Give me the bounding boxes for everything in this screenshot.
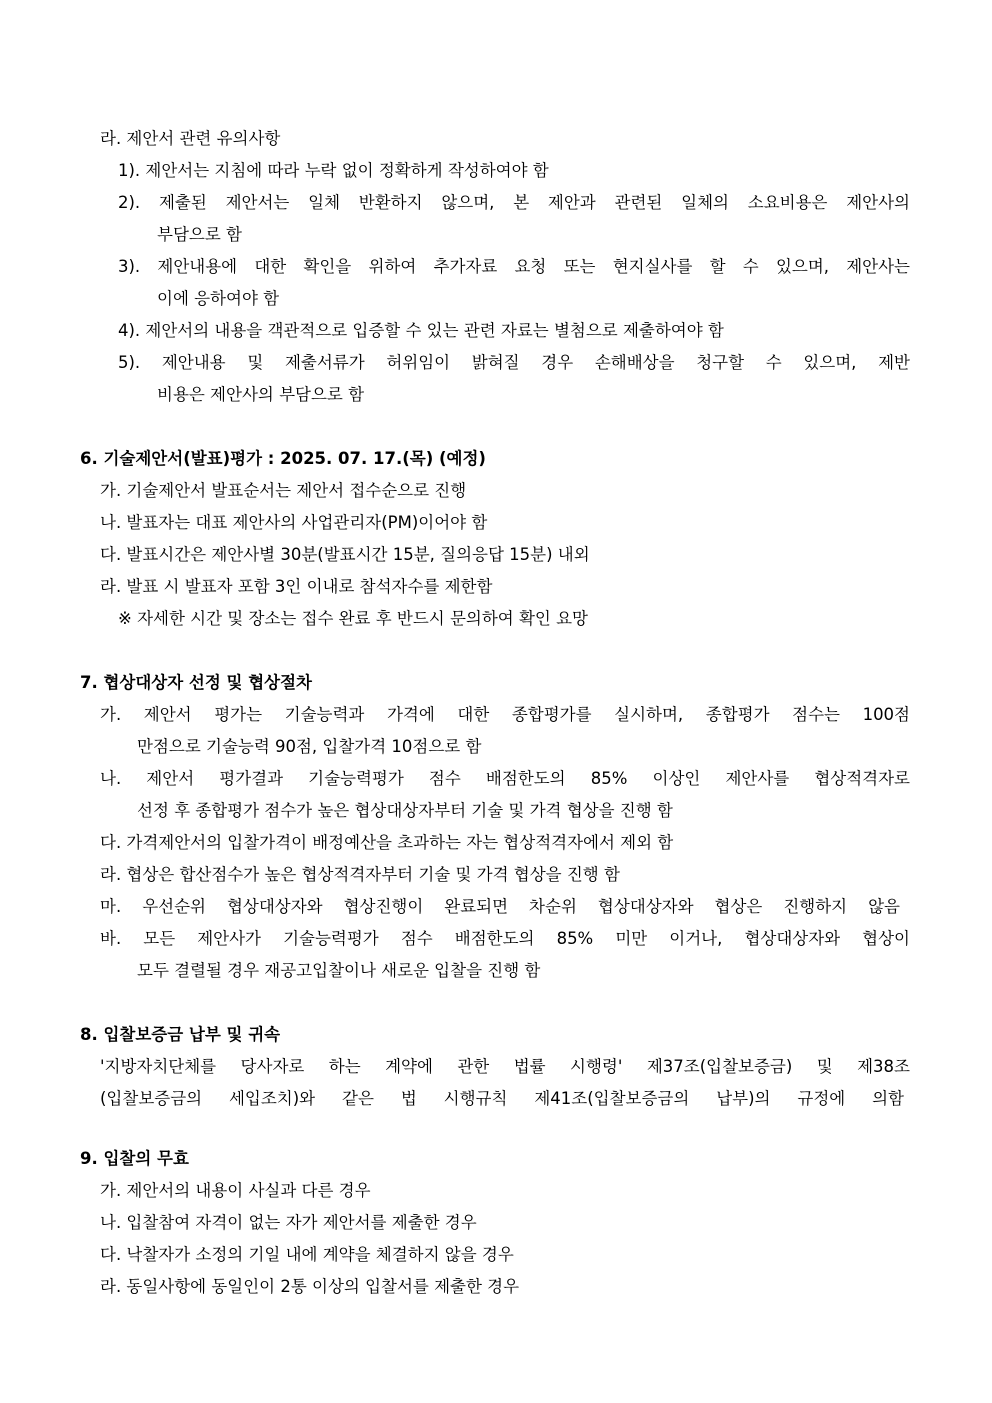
list-item: 5). 제안내용 및 제출서류가 허위임이 밝혀질 경우 손해배상을 청구할 수 있으며, 제반 — [118, 353, 910, 372]
list-item: 가. 기술제안서 발표순서는 제안서 접수순으로 진행 — [100, 481, 467, 500]
section-6-note: ※ 자세한 시간 및 장소는 접수 완료 후 반드시 문의하여 확인 요망 — [118, 609, 588, 628]
section-6-heading: 6. 기술제안서(발표)평가 : 2025. 07. 17.(목) (예정) — [80, 449, 486, 468]
list-item: 라. 발표 시 발표자 포함 3인 이내로 참석자수를 제한함 — [100, 577, 493, 596]
list-item-continuation: 만점으로 기술능력 90점, 입찰가격 10점으로 함 — [137, 737, 482, 756]
list-item: 라. 동일사항에 동일인이 2통 이상의 입찰서를 제출한 경우 — [100, 1277, 520, 1296]
list-item: 다. 가격제안서의 입찰가격이 배정예산을 초과하는 자는 협상적격자에서 제외 함 — [100, 833, 674, 852]
list-item: 다. 낙찰자가 소정의 기일 내에 계약을 체결하지 않을 경우 — [100, 1245, 514, 1264]
list-item: 다. 발표시간은 제안사별 30분(발표시간 15분, 질의응답 15분) 내외 — [100, 545, 590, 564]
list-item: 3). 제안내용에 대한 확인을 위하여 추가자료 요청 또는 현지실사를 할 수 있으며, 제안사는 — [118, 257, 910, 276]
list-item: 1). 제안서는 지침에 따라 누락 없이 정확하게 작성하여야 함 — [118, 161, 549, 180]
section-ra-title: 라. 제안서 관련 유의사항 — [100, 129, 281, 148]
list-item: 마. 우선순위 협상대상자와 협상진행이 완료되면 차순위 협상대상자와 협상은 진행하지 않음 — [100, 897, 900, 916]
list-item: 라. 협상은 합산점수가 높은 협상적격자부터 기술 및 가격 협상을 진행 함 — [100, 865, 620, 884]
list-item: 나. 입찰참여 자격이 없는 자가 제안서를 제출한 경우 — [100, 1213, 477, 1232]
list-item: 2). 제출된 제안서는 일체 반환하지 않으며, 본 제안과 관련된 일체의 소요비용은 제안사의 — [118, 193, 910, 212]
paragraph-line: '지방자치단체를 당사자로 하는 계약에 관한 법률 시행령' 제37조(입찰보증금) 및 제38조 — [100, 1057, 910, 1076]
list-item: 가. 제안서의 내용이 사실과 다른 경우 — [100, 1181, 371, 1200]
list-item: 4). 제안서의 내용을 객관적으로 입증할 수 있는 관련 자료는 별첨으로 제출하여야 함 — [118, 321, 724, 340]
section-9-heading: 9. 입찰의 무효 — [80, 1149, 189, 1168]
section-8-heading: 8. 입찰보증금 납부 및 귀속 — [80, 1025, 281, 1044]
list-item-continuation: 선정 후 종합평가 점수가 높은 협상대상자부터 기술 및 가격 협상을 진행 함 — [137, 801, 673, 820]
list-item-continuation: 비용은 제안사의 부담으로 함 — [157, 385, 365, 404]
list-item: 나. 제안서 평가결과 기술능력평가 점수 배점한도의 85% 이상인 제안사를 협상적격자로 — [100, 769, 910, 788]
paragraph-line: (입찰보증금의 세입조치)와 같은 법 시행규칙 제41조(입찰보증금의 납부)의 규정에 의함 — [100, 1089, 904, 1108]
list-item-continuation: 이에 응하여야 함 — [157, 289, 280, 308]
list-item: 나. 발표자는 대표 제안사의 사업관리자(PM)이어야 함 — [100, 513, 488, 532]
section-7-heading: 7. 협상대상자 선정 및 협상절차 — [80, 673, 312, 692]
list-item-continuation: 모두 결렬될 경우 재공고입찰이나 새로운 입찰을 진행 함 — [137, 961, 541, 980]
list-item: 가. 제안서 평가는 기술능력과 가격에 대한 종합평가를 실시하며, 종합평가 점수는 100점 — [100, 705, 910, 724]
list-item-continuation: 부담으로 함 — [157, 225, 242, 244]
list-item: 바. 모든 제안사가 기술능력평가 점수 배점한도의 85% 미만 이거나, 협상대상자와 협상이 — [100, 929, 910, 948]
